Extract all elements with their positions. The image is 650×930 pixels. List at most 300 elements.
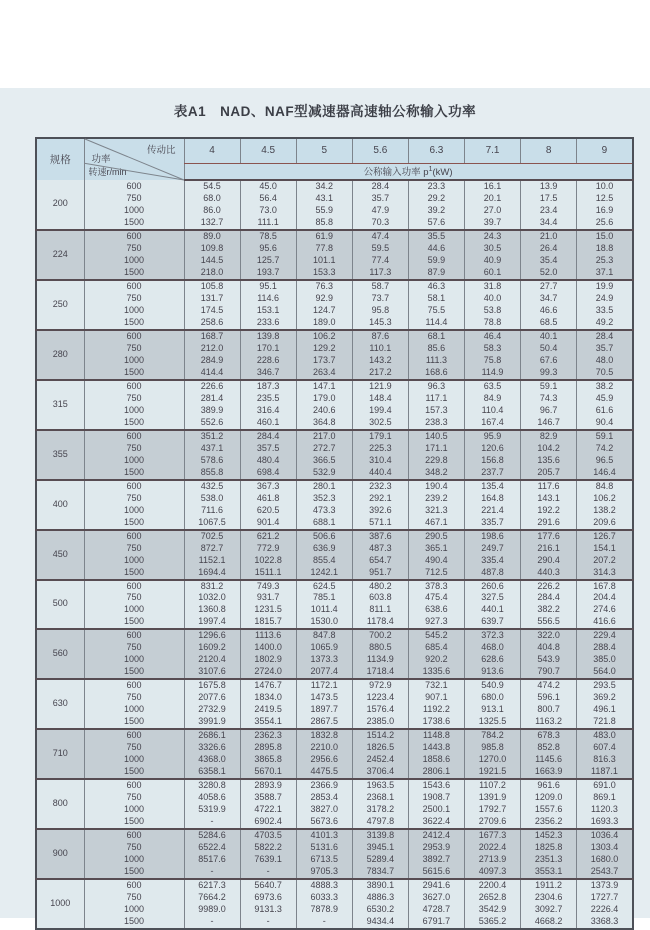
power-value-cell: 9989.0 (184, 904, 240, 916)
speed-cell: 750 (84, 842, 184, 854)
table-row (36, 267, 633, 280)
power-value-cell: 1832.8 (296, 729, 352, 742)
table-row (36, 443, 633, 455)
speed-cell: 1000 (84, 505, 184, 517)
speed-cell: 600 (84, 530, 184, 543)
table-row (36, 243, 633, 255)
power-value-cell: 1148.8 (408, 729, 464, 742)
power-value-cell: 167.8 (577, 580, 633, 593)
table-row (36, 829, 633, 842)
speed-cell: 1000 (84, 305, 184, 317)
power-value-cell: 68.0 (184, 193, 240, 205)
power-value-cell: 8517.6 (184, 854, 240, 866)
power-value-cell: 13.9 (521, 180, 577, 193)
spec-group (36, 879, 633, 929)
power-value-cell: 831.2 (184, 580, 240, 593)
power-value-cell: 7639.1 (240, 854, 296, 866)
power-value-cell: 3178.2 (352, 804, 408, 816)
table-row (36, 343, 633, 355)
power-value-cell: 440.4 (352, 467, 408, 480)
power-value-cell: 52.0 (521, 267, 577, 280)
power-value-cell: 1718.4 (352, 666, 408, 679)
power-value-cell: 35.4 (521, 255, 577, 267)
speed-cell: 1500 (84, 317, 184, 330)
power-value-cell: 217.0 (296, 430, 352, 443)
power-value-cell: 95.1 (240, 280, 296, 293)
table-row (36, 517, 633, 530)
power-value-cell: 63.5 (464, 380, 520, 393)
speed-cell: 1000 (84, 455, 184, 467)
spec-group (36, 430, 633, 480)
power-value-cell: 387.6 (352, 530, 408, 543)
power-value-cell: 95.9 (464, 430, 520, 443)
table-title: 表A1 NAD、NAF型减速器高速轴公称输入功率 (173, 104, 477, 119)
power-value-cell: 5289.4 (352, 854, 408, 866)
power-value-cell: 3542.9 (464, 904, 520, 916)
power-value-cell: 3865.8 (240, 754, 296, 766)
power-value-cell: 1825.8 (521, 842, 577, 854)
power-value-cell: 4668.2 (521, 916, 577, 929)
speed-cell: 750 (84, 493, 184, 505)
power-value-cell: 2867.5 (296, 716, 352, 729)
power-value-cell: 1476.7 (240, 679, 296, 692)
power-value-cell: 480.4 (240, 455, 296, 467)
power-value-cell: 1270.0 (464, 754, 520, 766)
power-value-cell: 654.7 (352, 555, 408, 567)
power-value-cell: 24.3 (464, 230, 520, 243)
spec-group (36, 530, 633, 580)
power-value-cell: 70.3 (352, 217, 408, 230)
power-value-cell: 174.5 (184, 305, 240, 317)
power-value-cell: 9434.4 (352, 916, 408, 929)
subheader-rated-power (184, 163, 633, 180)
power-value-cell: 335.7 (464, 517, 520, 530)
speed-cell: 750 (84, 792, 184, 804)
power-value-cell: 545.2 (408, 629, 464, 642)
power-value-cell: 6530.2 (352, 904, 408, 916)
power-value-cell: 77.4 (352, 255, 408, 267)
power-value-cell: 357.5 (240, 443, 296, 455)
power-value-cell: 351.2 (184, 430, 240, 443)
speed-cell: 1500 (84, 517, 184, 530)
power-value-cell: 732.1 (408, 679, 464, 692)
power-value-cell: 691.0 (577, 779, 633, 792)
power-value-cell: 292.1 (352, 493, 408, 505)
power-value-cell: 1360.8 (184, 604, 240, 616)
power-value-cell: 45.0 (240, 180, 296, 193)
power-value-cell: 972.9 (352, 679, 408, 692)
power-value-cell: 46.4 (464, 330, 520, 343)
power-value-cell: 1120.3 (577, 804, 633, 816)
power-value-cell: 1792.7 (464, 804, 520, 816)
power-value-cell: 34.4 (521, 217, 577, 230)
power-value-cell: 27.7 (521, 280, 577, 293)
power-value-cell: 816.3 (577, 754, 633, 766)
power-value-cell: 4058.6 (184, 792, 240, 804)
power-value-cell: 5673.6 (296, 816, 352, 829)
power-value-cell: 628.6 (464, 654, 520, 666)
power-value-cell: 1113.6 (240, 629, 296, 642)
table-row (36, 892, 633, 904)
table-row (36, 430, 633, 443)
power-value-cell: 461.8 (240, 493, 296, 505)
speed-cell: 1000 (84, 205, 184, 217)
power-value-cell: 146.4 (577, 467, 633, 480)
spec-cell: 315 (36, 380, 84, 430)
table-row (36, 180, 633, 193)
speed-cell: 600 (84, 480, 184, 493)
power-value-cell: 1152.1 (184, 555, 240, 567)
power-value-cell: 96.5 (577, 455, 633, 467)
speed-cell: 1000 (84, 904, 184, 916)
spec-cell: 200 (36, 180, 84, 230)
power-value-cell: 480.2 (352, 580, 408, 593)
spec-group (36, 180, 633, 230)
power-value-cell: 711.6 (184, 505, 240, 517)
power-value-cell: 382.2 (521, 604, 577, 616)
page-background (0, 88, 650, 927)
power-value-cell: 1727.7 (577, 892, 633, 904)
power-value-cell: 1694.4 (184, 567, 240, 580)
power-value-cell: 58.1 (408, 293, 464, 305)
power-value-cell: 4886.3 (352, 892, 408, 904)
power-value-cell: 385.0 (577, 654, 633, 666)
power-value-cell: 84.9 (464, 393, 520, 405)
power-value-cell: 1335.6 (408, 666, 464, 679)
power-value-cell: 105.8 (184, 280, 240, 293)
power-value-cell: 7878.9 (296, 904, 352, 916)
power-value-cell: 4722.1 (240, 804, 296, 816)
speed-cell: 1000 (84, 555, 184, 567)
power-value-cell: 1172.1 (296, 679, 352, 692)
power-value-cell: 487.3 (352, 543, 408, 555)
speed-cell: 600 (84, 280, 184, 293)
power-value-cell: 543.9 (521, 654, 577, 666)
spec-cell: 450 (36, 530, 84, 580)
spec-cell: 355 (36, 430, 84, 480)
power-value-cell: 153.3 (296, 267, 352, 280)
power-value-cell: 95.6 (240, 243, 296, 255)
table-row (36, 367, 633, 380)
power-value-cell: 226.6 (184, 380, 240, 393)
power-value-cell: 68.1 (408, 330, 464, 343)
spec-cell: 400 (36, 480, 84, 530)
table-header (36, 138, 633, 180)
power-value-cell: 302.5 (352, 417, 408, 430)
power-value-cell: 7834.7 (352, 866, 408, 879)
speed-cell: 750 (84, 193, 184, 205)
power-value-cell: 2412.4 (408, 829, 464, 842)
power-value-cell: 785.1 (296, 592, 352, 604)
power-value-cell: 5131.6 (296, 842, 352, 854)
power-value-cell: 23.4 (521, 205, 577, 217)
power-value-cell: 3553.1 (521, 866, 577, 879)
power-value-cell: 40.1 (521, 330, 577, 343)
power-value-cell: 138.2 (577, 505, 633, 517)
power-value-cell: 2732.9 (184, 704, 240, 716)
power-value-cell: 2893.9 (240, 779, 296, 792)
power-value-cell: 1296.6 (184, 629, 240, 642)
speed-cell: 1000 (84, 255, 184, 267)
spec-group (36, 480, 633, 530)
power-value-cell: 3892.7 (408, 854, 464, 866)
power-value-cell: 167.4 (464, 417, 520, 430)
power-value-cell: 47.4 (352, 230, 408, 243)
power-value-cell: 89.0 (184, 230, 240, 243)
speed-cell: 600 (84, 879, 184, 892)
power-value-cell: 1514.2 (352, 729, 408, 742)
power-value-cell: 4368.0 (184, 754, 240, 766)
power-value-cell: 154.1 (577, 543, 633, 555)
speed-cell: 750 (84, 642, 184, 654)
power-value-cell: 117.6 (521, 480, 577, 493)
power-value-cell: 389.9 (184, 405, 240, 417)
table-row (36, 642, 633, 654)
power-value-cell: 1067.5 (184, 517, 240, 530)
power-value-cell: 440.1 (464, 604, 520, 616)
power-value-cell: 70.5 (577, 367, 633, 380)
table-row (36, 543, 633, 555)
power-value-cell: 207.2 (577, 555, 633, 567)
power-value-cell: 226.2 (521, 580, 577, 593)
power-value-cell: 258.6 (184, 317, 240, 330)
power-value-cell: 855.8 (184, 467, 240, 480)
speed-cell: 600 (84, 729, 184, 742)
table-row (36, 666, 633, 679)
speed-cell: 750 (84, 343, 184, 355)
table-row (36, 330, 633, 343)
power-value-cell: 28.4 (352, 180, 408, 193)
speed-axis-label: 转速r/min (88, 167, 127, 177)
power-value-cell: 209.6 (577, 517, 633, 530)
power-value-cell: 556.5 (521, 616, 577, 629)
power-value-cell: 636.9 (296, 543, 352, 555)
power-value-cell: 272.7 (296, 443, 352, 455)
power-axis-label: 功率 (91, 154, 111, 165)
speed-cell: 1000 (84, 604, 184, 616)
power-value-cell: 685.4 (408, 642, 464, 654)
power-value-cell: 3554.1 (240, 716, 296, 729)
power-value-cell: 12.5 (577, 193, 633, 205)
power-value-cell: 702.5 (184, 530, 240, 543)
power-value-cell: 291.6 (521, 517, 577, 530)
power-value-cell: 117.3 (352, 267, 408, 280)
table-row (36, 804, 633, 816)
power-value-cell: 467.1 (408, 517, 464, 530)
power-value-cell: 2226.4 (577, 904, 633, 916)
power-value-cell: 68.5 (521, 317, 577, 330)
power-value-cell: 2356.2 (521, 816, 577, 829)
power-value-cell: 187.3 (240, 380, 296, 393)
power-value-cell: 229.8 (408, 455, 464, 467)
power-value-cell: 235.5 (240, 393, 296, 405)
power-value-cell: 327.5 (464, 592, 520, 604)
power-value-cell: 34.7 (521, 293, 577, 305)
power-value-cell: 40.0 (464, 293, 520, 305)
spec-cell: 250 (36, 280, 84, 330)
table-row (36, 704, 633, 716)
power-value-cell: 1897.7 (296, 704, 352, 716)
power-value-cell: 110.1 (352, 343, 408, 355)
speed-cell: 750 (84, 592, 184, 604)
power-value-cell: 624.5 (296, 580, 352, 593)
power-value-cell: 1473.5 (296, 692, 352, 704)
power-value-cell: 335.4 (464, 555, 520, 567)
power-value-cell: 232.3 (352, 480, 408, 493)
power-value-cell: 3326.6 (184, 742, 240, 754)
power-value-cell: 19.9 (577, 280, 633, 293)
power-value-cell: 951.7 (352, 567, 408, 580)
power-value-cell: 2953.9 (408, 842, 464, 854)
power-value-cell: 125.7 (240, 255, 296, 267)
power-value-cell: 157.3 (408, 405, 464, 417)
power-value-cell: 281.4 (184, 393, 240, 405)
power-value-cell: 1693.3 (577, 816, 633, 829)
power-value-cell: 16.1 (464, 180, 520, 193)
power-value-cell: 784.2 (464, 729, 520, 742)
table-row (36, 280, 633, 293)
speed-cell: 1000 (84, 405, 184, 417)
spec-cell: 710 (36, 729, 84, 779)
power-value-cell: 225.3 (352, 443, 408, 455)
power-value-cell: 84.8 (577, 480, 633, 493)
power-value-cell: 96.7 (521, 405, 577, 417)
speed-cell: 600 (84, 380, 184, 393)
power-value-cell: 6217.3 (184, 879, 240, 892)
power-value-cell: 96.3 (408, 380, 464, 393)
power-value-cell: 87.9 (408, 267, 464, 280)
power-value-cell: 474.2 (521, 679, 577, 692)
power-value-cell: 1065.9 (296, 642, 352, 654)
power-value-cell: 414.4 (184, 367, 240, 380)
power-value-cell: 3107.6 (184, 666, 240, 679)
power-value-cell: 284.9 (184, 355, 240, 367)
power-value-cell: 217.2 (352, 367, 408, 380)
speed-cell: 600 (84, 230, 184, 243)
power-value-cell: 111.3 (408, 355, 464, 367)
power-value-cell: 74.2 (577, 443, 633, 455)
power-value-cell: 59.1 (521, 380, 577, 393)
power-value-cell: 121.9 (352, 380, 408, 393)
power-value-cell: 1908.7 (408, 792, 464, 804)
power-value-cell: 1997.4 (184, 616, 240, 629)
power-value-cell: 135.4 (464, 480, 520, 493)
power-value-cell: 552.6 (184, 417, 240, 430)
speed-cell: 600 (84, 829, 184, 842)
power-value-cell: 1815.7 (240, 616, 296, 629)
power-value-cell: 114.6 (240, 293, 296, 305)
power-value-cell: 506.6 (296, 530, 352, 543)
power-value-cell: 1223.4 (352, 692, 408, 704)
power-value-cell: 369.2 (577, 692, 633, 704)
power-value-cell: 538.0 (184, 493, 240, 505)
power-value-cell: 3890.1 (352, 879, 408, 892)
power-value-cell: 59.5 (352, 243, 408, 255)
power-value-cell: 607.4 (577, 742, 633, 754)
table-row (36, 842, 633, 854)
power-value-cell: 2366.9 (296, 779, 352, 792)
power-value-cell: 1400.0 (240, 642, 296, 654)
power-value-cell: 473.3 (296, 505, 352, 517)
power-value-cell: 1452.3 (521, 829, 577, 842)
power-value-cell: 2368.1 (352, 792, 408, 804)
power-value-cell: 1858.6 (408, 754, 464, 766)
speed-cell: 1500 (84, 367, 184, 380)
power-value-cell: 3622.4 (408, 816, 464, 829)
power-value-cell: 263.4 (296, 367, 352, 380)
speed-cell: 600 (84, 580, 184, 593)
table-row (36, 779, 633, 792)
power-value-cell: 1576.4 (352, 704, 408, 716)
power-value-cell: 124.7 (296, 305, 352, 317)
power-value-cell: 21.0 (521, 230, 577, 243)
power-value-cell: 17.5 (521, 193, 577, 205)
power-value-cell: 1826.5 (352, 742, 408, 754)
table-row (36, 629, 633, 642)
power-value-cell: 367.3 (240, 480, 296, 493)
power-value-cell: 3588.7 (240, 792, 296, 804)
power-value-cell: 6973.6 (240, 892, 296, 904)
table-row (36, 255, 633, 267)
power-value-cell: 1443.8 (408, 742, 464, 754)
power-value-cell: 238.3 (408, 417, 464, 430)
power-value-cell: 468.0 (464, 642, 520, 654)
power-value-cell: 1738.6 (408, 716, 464, 729)
power-value-cell: 198.6 (464, 530, 520, 543)
spec-cell: 800 (36, 779, 84, 829)
power-value-cell: 4888.3 (296, 879, 352, 892)
power-value-cell: 54.5 (184, 180, 240, 193)
speed-cell: 1500 (84, 716, 184, 729)
power-value-cell: 721.8 (577, 716, 633, 729)
power-value-cell: 43.1 (296, 193, 352, 205)
power-value-cell: 47.9 (352, 205, 408, 217)
power-value-cell: 880.5 (352, 642, 408, 654)
power-value-cell: 260.6 (464, 580, 520, 593)
power-value-cell: 3139.8 (352, 829, 408, 842)
table-row (36, 716, 633, 729)
power-value-cell: 907.1 (408, 692, 464, 704)
power-value-cell: 274.6 (577, 604, 633, 616)
spec-group (36, 629, 633, 679)
power-value-cell: 416.6 (577, 616, 633, 629)
power-value-cell: 143.1 (521, 493, 577, 505)
power-value-cell: 322.0 (521, 629, 577, 642)
power-value-cell: 106.2 (577, 493, 633, 505)
power-value-cell: 85.8 (296, 217, 352, 230)
power-value-cell: 3706.4 (352, 766, 408, 779)
power-value-cell: 901.4 (240, 517, 296, 530)
ratio-header: 4 (184, 138, 240, 163)
power-value-cell: 2500.1 (408, 804, 464, 816)
power-value-cell: 2077.4 (296, 666, 352, 679)
power-value-cell: 2895.8 (240, 742, 296, 754)
table-row (36, 904, 633, 916)
power-value-cell: 2941.6 (408, 879, 464, 892)
speed-cell: 1000 (84, 854, 184, 866)
power-value-cell: 931.7 (240, 592, 296, 604)
table-row (36, 604, 633, 616)
power-value-cell: 74.3 (521, 393, 577, 405)
spec-group (36, 779, 633, 829)
table-row (36, 879, 633, 892)
power-value-cell: 168.7 (184, 330, 240, 343)
power-value-cell: 50.4 (521, 343, 577, 355)
spec-group (36, 729, 633, 779)
power-value-cell: 432.5 (184, 480, 240, 493)
power-value-cell: 104.2 (521, 443, 577, 455)
power-value-cell: 316.4 (240, 405, 296, 417)
